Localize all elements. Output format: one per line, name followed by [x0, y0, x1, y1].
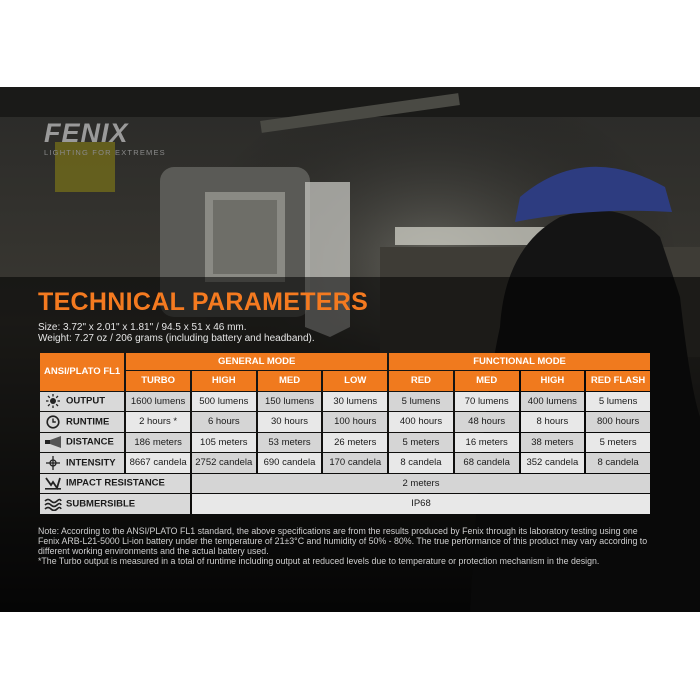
- weight-spec: Weight: 7.27 oz / 206 grams (including battery and headband).: [38, 333, 315, 344]
- table-cell: 352 candela: [521, 453, 585, 473]
- brand-logo: [44, 120, 166, 157]
- table-cell: 186 meters: [126, 433, 190, 453]
- table-cell: 48 hours: [455, 412, 519, 432]
- table-cell: 690 candela: [258, 453, 322, 473]
- table-cell: 1600 lumens: [126, 392, 190, 412]
- table-cell: 150 lumens: [258, 392, 322, 412]
- row-label-text: SUBMERSIBLE: [66, 498, 136, 510]
- table-cell: 53 meters: [258, 433, 322, 453]
- table-cell: 400 hours: [389, 412, 453, 432]
- mode-header: HIGH: [521, 371, 585, 391]
- table-cell: 400 lumens: [521, 392, 585, 412]
- row-label-text: DISTANCE: [66, 436, 114, 448]
- row-label-text: RUNTIME: [66, 416, 110, 428]
- waves-icon: [44, 497, 62, 511]
- table-cell: 170 candela: [323, 453, 387, 473]
- table-cell: 26 meters: [323, 433, 387, 453]
- table-cell: 8667 candela: [126, 453, 190, 473]
- target-icon: [44, 456, 62, 470]
- footnote-standard: Note: According to the ANSI/PLATO FL1 standard, the above specifications are from the results produced by Fenix through its laboratory testing using one Fenix ARB-L21-5000 Li-ion battery under the temperature of 21±3°C and humidity of 50% - 80%. The true performance of this product may vary according to different working environments and the actual battery used.: [38, 526, 648, 556]
- table-cell: 6 hours: [192, 412, 256, 432]
- brand-name: FENIX: [44, 118, 129, 148]
- footnote-turbo: *The Turbo output is measured in a total of runtime including output at reduced levels due to temperature or protection mechanism in the design.: [38, 556, 600, 566]
- table-row-distance: [40, 433, 650, 453]
- row-label-runtime: [40, 412, 124, 432]
- table-cell: 800 hours: [586, 412, 650, 432]
- table-cell: 16 meters: [455, 433, 519, 453]
- mode-header-row: [40, 371, 650, 391]
- mode-header: MED: [258, 371, 322, 391]
- table-cell: 8 hours: [521, 412, 585, 432]
- mode-header: TURBO: [126, 371, 190, 391]
- table-row-output: [40, 392, 650, 412]
- table-cell: 500 lumens: [192, 392, 256, 412]
- table-cell: 5 lumens: [586, 392, 650, 412]
- mode-header: LOW: [323, 371, 387, 391]
- row-label-text: INTENSITY: [66, 457, 116, 469]
- mode-header: RED: [389, 371, 453, 391]
- table-cell: 5 meters: [586, 433, 650, 453]
- row-label-output: [40, 392, 124, 412]
- table-cell: 30 lumens: [323, 392, 387, 412]
- table-cell: 70 lumens: [455, 392, 519, 412]
- table-cell: 8 candela: [389, 453, 453, 473]
- parameters-table: [38, 352, 652, 515]
- mode-header: MED: [455, 371, 519, 391]
- table-cell: 8 candela: [586, 453, 650, 473]
- row-label-distance: [40, 433, 124, 453]
- table-row-impact: [40, 474, 650, 494]
- table-cell: 105 meters: [192, 433, 256, 453]
- sun-icon: [44, 394, 62, 408]
- table-header-row: [40, 353, 650, 370]
- page-title: TECHNICAL PARAMETERS: [38, 288, 369, 316]
- table-row-runtime: [40, 412, 650, 432]
- row-label-text: OUTPUT: [66, 395, 106, 407]
- row-label-submersible: [40, 494, 190, 514]
- table-cell: 100 hours: [323, 412, 387, 432]
- table-cell: 5 lumens: [389, 392, 453, 412]
- mode-header: RED FLASH: [586, 371, 650, 391]
- brand-tagline: LIGHTING FOR EXTREMES: [44, 148, 166, 157]
- row-label-intensity: [40, 453, 124, 473]
- table-cell: 38 meters: [521, 433, 585, 453]
- table-row-submersible: [40, 494, 650, 514]
- beam-icon: [44, 435, 62, 449]
- table-cell: 2 hours *: [126, 412, 190, 432]
- functional-mode-header: FUNCTIONAL MODE: [389, 353, 650, 370]
- table-row-intensity: [40, 453, 650, 473]
- table-cell: 5 meters: [389, 433, 453, 453]
- general-mode-header: GENERAL MODE: [126, 353, 387, 370]
- table-cell: 68 candela: [455, 453, 519, 473]
- table-cell: 30 hours: [258, 412, 322, 432]
- clock-icon: [44, 415, 62, 429]
- impact-icon: [44, 476, 62, 490]
- row-label-text: IMPACT RESISTANCE: [66, 477, 165, 489]
- table-cell-submersible-value: IP68: [192, 494, 650, 514]
- size-spec: Size: 3.72" x 2.01" x 1.81" / 94.5 x 51 x 46 mm.: [38, 322, 247, 333]
- table-cell: 2752 candela: [192, 453, 256, 473]
- row-label-impact: [40, 474, 190, 494]
- table-cell-impact-value: 2 meters: [192, 474, 650, 494]
- standard-header: ANSI/PLATO FL1: [40, 353, 124, 391]
- mode-header: HIGH: [192, 371, 256, 391]
